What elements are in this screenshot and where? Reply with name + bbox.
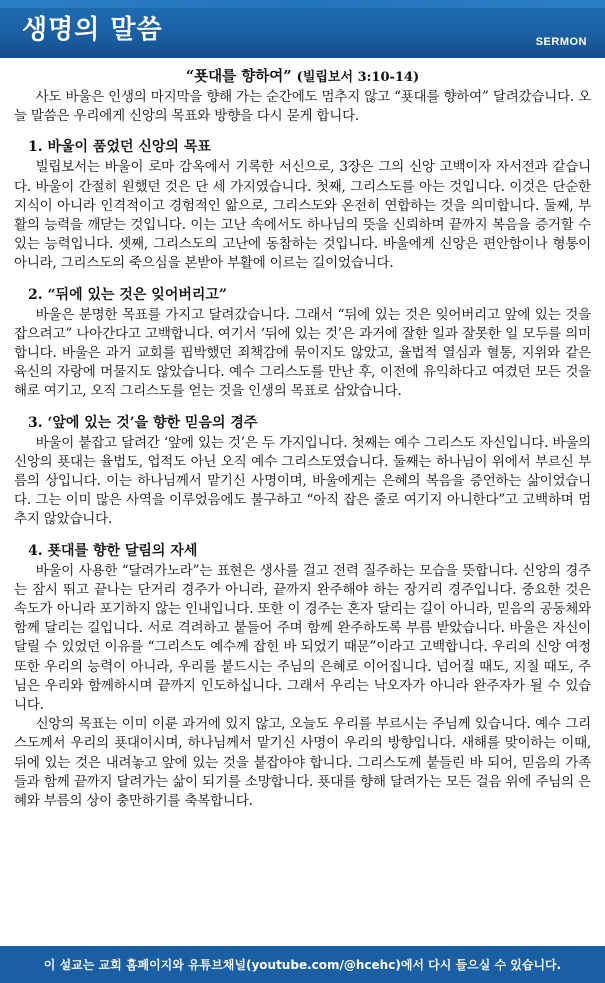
sermon-title-text: “푯대를 향하여” (185, 68, 292, 85)
header-title: 생명의 말씀 (22, 15, 163, 45)
sermon-content (0, 67, 605, 811)
header-tag: SERMON (535, 36, 587, 48)
sermon-title (14, 67, 591, 88)
footer-banner (0, 946, 605, 983)
intro-paragraph: 사도 바울은 인생의 마지막을 향해 가는 순간에도 멈추지 않고 “푯대를 향하여” 달려갔습니다. 오늘 말씀은 우리에게 신앙의 목표와 방향을 다시 묻게 합니다. (14, 89, 591, 125)
section-3-body: 바울이 붙잡고 달려간 ‘앞에 있는 것’은 두 가지입니다. 첫째는 예수 그리스도 자신입니다. 바울의 신앙의 푯대는 율법도, 업적도 아닌 오직 예수 그리스도였습니다. 둘째는 하나님이 위에서 부르신 부름의 상입니다. 이는 하나님께서 맡기신 사명이며, 바울에게는 은혜의 복음을 증언하는 삶이었습니다. 그는 이미 많은 사역을 이루었음에도 불구하고 “아직 잡은 줄로 여기지 아니한다”고 고백하며 멈추지 않았습니다. (14, 434, 591, 528)
section-2-body: 바울은 분명한 목표를 가지고 달려갔습니다. 그래서 “뒤에 있는 것은 잊어버리고 앞에 있는 것을 잡으려고” 나아간다고 고백합니다. 여기서 ‘뒤에 있는 것’은 과거에 잘한 일과 잘못한 일 모두를 의미합니다. 바울은 과거 교회를 핍박했던 죄책감에 묶이지도 않았고, 율법적 열심과 혈통, 지위와 같은 육신의 자랑에 머물지도 않았습니다. 예수 그리스도를 만난 후, 이전에 유익하다고 여겼던 모든 것을 해로 여기고, 오직 그리스도를 얻는 것을 인생의 목표로 삼았습니다. (14, 306, 591, 400)
header-banner (0, 0, 605, 58)
section-3-heading: 3. ‘앞에 있는 것’을 향한 믿음의 경주 (28, 414, 258, 431)
section-1-heading: 1. 바울이 품었던 신앙의 목표 (28, 139, 211, 156)
section-4-heading: 4. 푯대를 향한 달림의 자세 (28, 542, 198, 559)
sermon-reference: (빌립보서 3:10-14) (296, 70, 420, 85)
closing-paragraph: 신앙의 목표는 이미 이룬 과거에 있지 않고, 오늘도 우리를 부르시는 주님께 있습니다. 예수 그리스도께서 우리의 푯대이시며, 하나님께서 맡기신 사명이 우리의 방향입니다. 새해를 맞이하는 이때, 뒤에 있는 것은 내려놓고 앞에 있는 것을 붙잡아야 합니다. 그리스도께 붙들린 바 되어, 믿음의 가족들과 함께 끝까지 달려가는 삶이 되기를 소망합니다. 푯대를 향해 달려가는 모든 걸음 위에 주님의 은혜와 부름의 상이 충만하기를 축복합니다. (14, 716, 591, 810)
section-4-body: 바울이 사용한 “달려가노라”는 표현은 생사를 걸고 전력 질주하는 모습을 뜻합니다. 신앙의 경주는 잠시 뛰고 끝나는 단거리 경주가 아니라, 끝까지 완주해야 하는 장거리 경주입니다. 중요한 것은 속도가 아니라 포기하지 않는 인내입니다. 또한 이 경주는 혼자 달리는 길이 아니라, 믿음의 공동체와 함께 달리는 길입니다. 서로 격려하고 붙들어 주며 함께 완주하도록 부름 받았습니다. 바울은 자신이 달릴 수 있었던 이유를 “그리스도 예수께 잡힌 바 되었기 때문”이라고 고백합니다. 우리의 신앙 여정 또한 우리의 능력이 아니라, 우리를 붙드시는 주님의 은혜로 이어집니다. 넘어질 때도, 지칠 때도, 주님은 우리와 함께하시며 끝까지 인도하십니다. 그래서 우리는 낙오자가 아니라 완주자가 될 수 있습니다. (14, 562, 591, 714)
section-1-body: 빌립보서는 바울이 로마 감옥에서 기록한 서신으로, 3장은 그의 신앙 고백이자 자서전과 같습니다. 바울이 간절히 원했던 것은 단 세 가지였습니다. 첫째, 그리스도를 아는 것입니다. 이것은 단순한 지식이 아니라 인격적이고 경험적인 앎으로, 그리스도와 온전히 연합하는 것을 의미합니다. 둘째, 부활의 능력을 깨닫는 것입니다. 이는 고난 속에서도 하나님의 뜻을 신뢰하며 끝까지 복음을 증거할 수 있는 능력입니다. 셋째, 그리스도의 고난에 동참하는 것입니다. 바울에게 신앙은 편안함이나 형통이 아니라, 그리스도의 죽으심을 본받아 부활에 이르는 길이었습니다. (14, 159, 591, 272)
footer-text: 이 설교는 교회 홈페이지와 유튜브채널(youtube.com/@hcehc)에서 다시 들으실 수 있습니다. (43, 958, 562, 972)
section-2-heading: 2. “뒤에 있는 것은 잊어버리고” (28, 286, 227, 303)
